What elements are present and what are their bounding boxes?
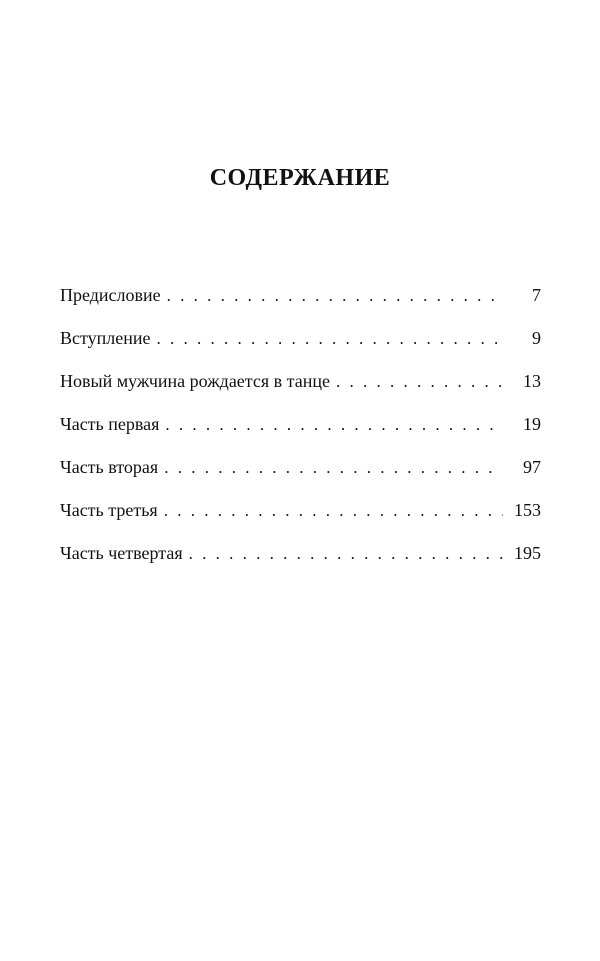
dot-leader xyxy=(336,368,503,396)
toc-entry-page: 7 xyxy=(532,285,541,305)
page-title: СОДЕРЖАНИЕ xyxy=(209,165,391,191)
toc-entry-label: Часть третья xyxy=(60,500,158,520)
table-of-contents xyxy=(60,281,541,582)
toc-entry-label: Вступление xyxy=(60,328,151,348)
toc-entry-page: 97 xyxy=(523,457,541,477)
dot-leader xyxy=(167,282,503,310)
dot-leader xyxy=(165,411,503,439)
toc-entry-page: 19 xyxy=(523,414,541,434)
toc-entry-part-three xyxy=(60,496,541,539)
toc-entry-label: Часть вторая xyxy=(60,457,159,477)
dot-leader xyxy=(164,454,503,482)
toc-entry-label: Новый мужчина рождается в танце xyxy=(60,371,330,391)
toc-entry-preface xyxy=(60,281,541,324)
toc-entry-page: 195 xyxy=(514,543,541,563)
toc-entry-part-one xyxy=(60,410,541,453)
dot-leader xyxy=(164,497,503,525)
toc-entry-page: 153 xyxy=(514,500,541,520)
toc-entry-page: 13 xyxy=(523,371,541,391)
toc-entry-introduction xyxy=(60,324,541,367)
toc-entry-part-four xyxy=(60,539,541,582)
toc-entry-new-man xyxy=(60,367,541,410)
dot-leader xyxy=(156,325,503,353)
dot-leader xyxy=(189,540,503,568)
toc-entry-label: Часть первая xyxy=(60,414,160,434)
toc-entry-label: Предисловие xyxy=(60,285,161,305)
toc-entry-part-two xyxy=(60,453,541,496)
toc-entry-page: 9 xyxy=(532,328,541,348)
toc-entry-label: Часть четвертая xyxy=(60,543,183,563)
